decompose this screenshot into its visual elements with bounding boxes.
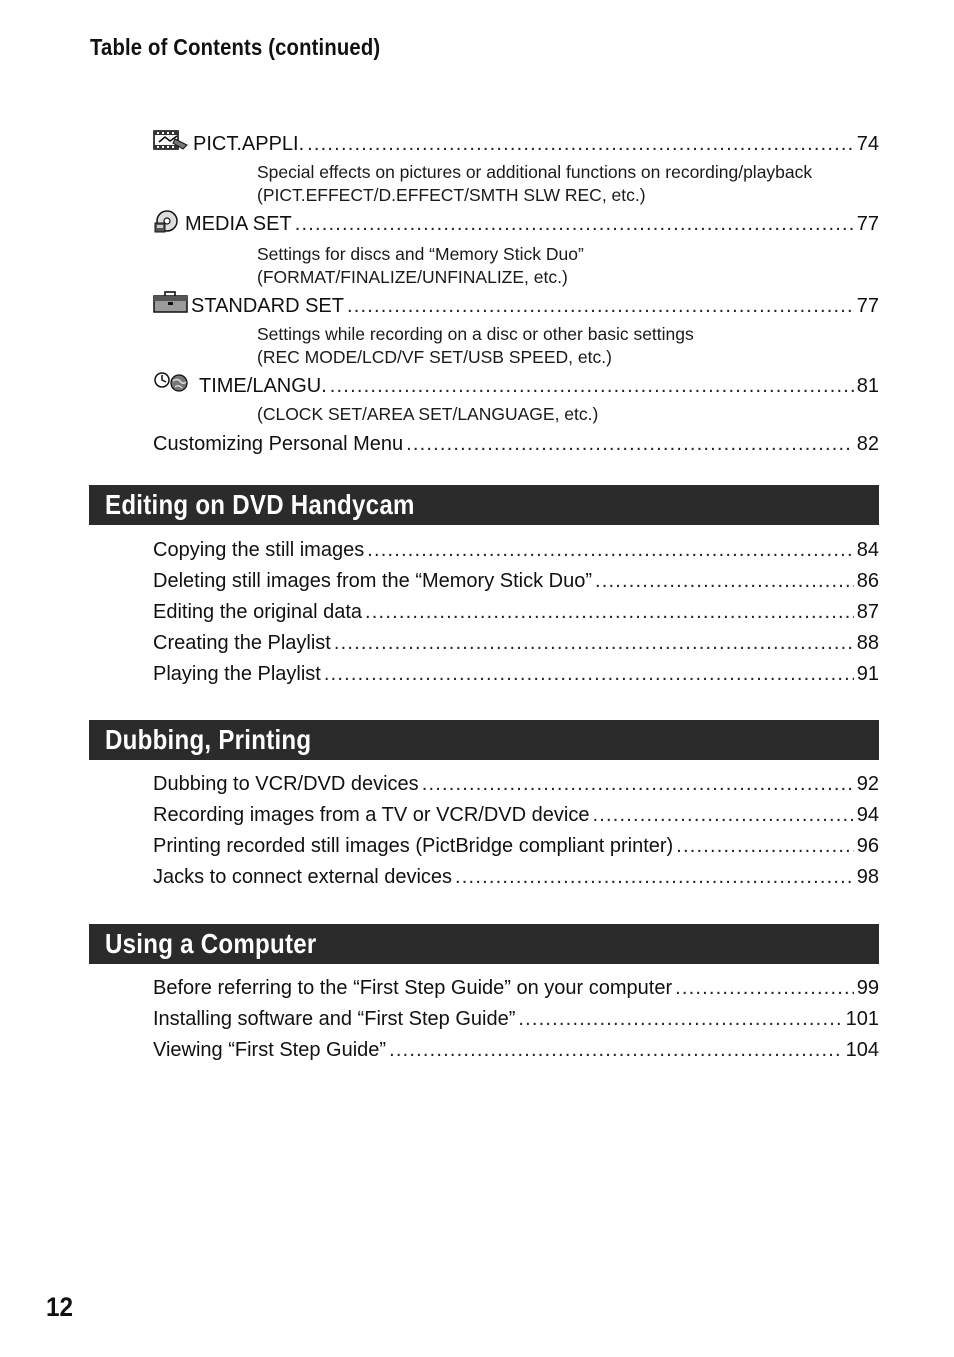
section-header — [89, 924, 879, 964]
leader-dots — [324, 659, 854, 690]
toc-entry-description: Settings for discs and “Memory Stick Duo” (FORMAT/FINALIZE/UNFINALIZE, etc.) — [257, 244, 584, 287]
toc-entry[interactable] — [153, 371, 879, 403]
toc-entry[interactable] — [153, 769, 879, 800]
toc-entry-page: 77 — [856, 213, 879, 235]
leader-dots — [389, 1035, 843, 1066]
leader-dots — [592, 800, 853, 831]
toc-entry-label: Dubbing to VCR/DVD devices — [153, 773, 419, 795]
toc-entry-label: TIME/LANGU. — [199, 375, 327, 397]
toc-entry[interactable] — [153, 659, 879, 690]
toc-entry[interactable] — [153, 1035, 879, 1066]
toc-entry[interactable] — [153, 800, 879, 831]
toc-entry[interactable] — [153, 862, 879, 893]
toc-entry-page: 74 — [856, 133, 879, 155]
time-langu-icon — [153, 371, 189, 403]
toc-entry-page: 104 — [845, 1039, 879, 1061]
section-title: Dubbing, Printing — [105, 724, 312, 755]
toc-entry-page: 81 — [856, 375, 879, 397]
section-title: Editing on DVD Handycam — [105, 489, 415, 520]
toc-entry-label: MEDIA SET — [185, 213, 292, 235]
toc-entry-page: 77 — [856, 295, 879, 317]
toc-entry[interactable] — [153, 831, 879, 862]
toc-entry-label: Editing the original data — [153, 601, 363, 623]
toc-entry[interactable] — [153, 291, 879, 323]
section-header — [89, 720, 879, 760]
media-set-icon — [153, 209, 183, 243]
toc-entry-page: 98 — [856, 866, 879, 888]
leader-dots — [675, 973, 854, 1004]
toc-entry[interactable] — [153, 566, 879, 597]
toc-entry[interactable] — [153, 209, 879, 243]
leader-dots — [455, 862, 854, 893]
toc-entry-label: Before referring to the “First Step Guide” on your computer — [153, 977, 673, 999]
toc-entry-page: 86 — [856, 570, 879, 592]
toc-entry[interactable] — [153, 628, 879, 659]
section-entries — [153, 769, 879, 893]
leader-dots — [406, 429, 854, 460]
toc-entry-page: 99 — [856, 977, 879, 999]
section-entries — [153, 535, 879, 690]
toc-entry-page: 91 — [856, 663, 879, 685]
toc-entry-label: Deleting still images from the “Memory Stick Duo” — [153, 570, 593, 592]
toc-entry[interactable] — [153, 429, 879, 460]
leader-dots — [367, 535, 854, 566]
toc-entry-label: Playing the Playlist — [153, 663, 321, 685]
page-number: 12 — [46, 1292, 74, 1322]
toc-entry-description: Settings while recording on a disc or other basic settings (REC MODE/LCD/VF SET/USB SPEED, etc.) — [257, 324, 694, 367]
toc-entry-label: Jacks to connect external devices — [153, 866, 453, 888]
section-entries — [153, 973, 879, 1066]
page-header-title: Table of Contents (continued) — [90, 34, 381, 60]
toc-entry-page: 87 — [856, 601, 879, 623]
leader-dots — [334, 628, 854, 659]
toc-entry-description: (CLOCK SET/AREA SET/LANGUAGE, etc.) — [257, 404, 599, 424]
leader-dots — [307, 129, 854, 160]
pict-appli-icon — [153, 129, 189, 161]
toc-entry-label: Recording images from a TV or VCR/DVD device — [153, 804, 590, 826]
menu-settings-list — [153, 129, 879, 460]
leader-dots — [422, 769, 854, 800]
toc-entry-page: 96 — [856, 835, 879, 857]
toc-entry-label: Installing software and “First Step Guide” — [153, 1008, 516, 1030]
toc-entry-page: 101 — [845, 1008, 879, 1030]
section-header — [89, 485, 879, 525]
toc-entry-page: 92 — [856, 773, 879, 795]
standard-set-icon — [153, 291, 189, 323]
toc-entry[interactable] — [153, 535, 879, 566]
toc-entry[interactable] — [153, 597, 879, 628]
toc-entry-description: Special effects on pictures or additional functions on recording/playback (PICT.EFFECT/D.EFFECT/SMTH SLW REC, etc.) — [257, 162, 813, 205]
leader-dots — [676, 831, 854, 862]
toc-entry-label: PICT.APPLI. — [193, 133, 305, 155]
toc-entry-label: Viewing “First Step Guide” — [153, 1039, 387, 1061]
toc-entry-label: STANDARD SET — [191, 295, 344, 317]
toc-entry-page: 94 — [856, 804, 879, 826]
leader-dots — [295, 209, 854, 240]
toc-entry-label: Copying the still images — [153, 539, 365, 561]
toc-entry[interactable] — [153, 1004, 879, 1035]
toc-entry-page: 82 — [856, 433, 879, 455]
toc-entry-page: 88 — [856, 632, 879, 654]
leader-dots — [347, 291, 854, 322]
leader-dots — [330, 371, 854, 402]
toc-entry[interactable] — [153, 129, 879, 161]
section-title: Using a Computer — [105, 928, 317, 959]
toc-entry-label: Printing recorded still images (PictBridge compliant printer) — [153, 835, 674, 857]
leader-dots — [595, 566, 854, 597]
toc-entry-page: 84 — [856, 539, 879, 561]
leader-dots — [365, 597, 854, 628]
toc-entry[interactable] — [153, 973, 879, 1004]
toc-entry-label: Customizing Personal Menu — [153, 433, 404, 455]
toc-entry-label: Creating the Playlist — [153, 632, 331, 654]
leader-dots — [518, 1004, 842, 1035]
